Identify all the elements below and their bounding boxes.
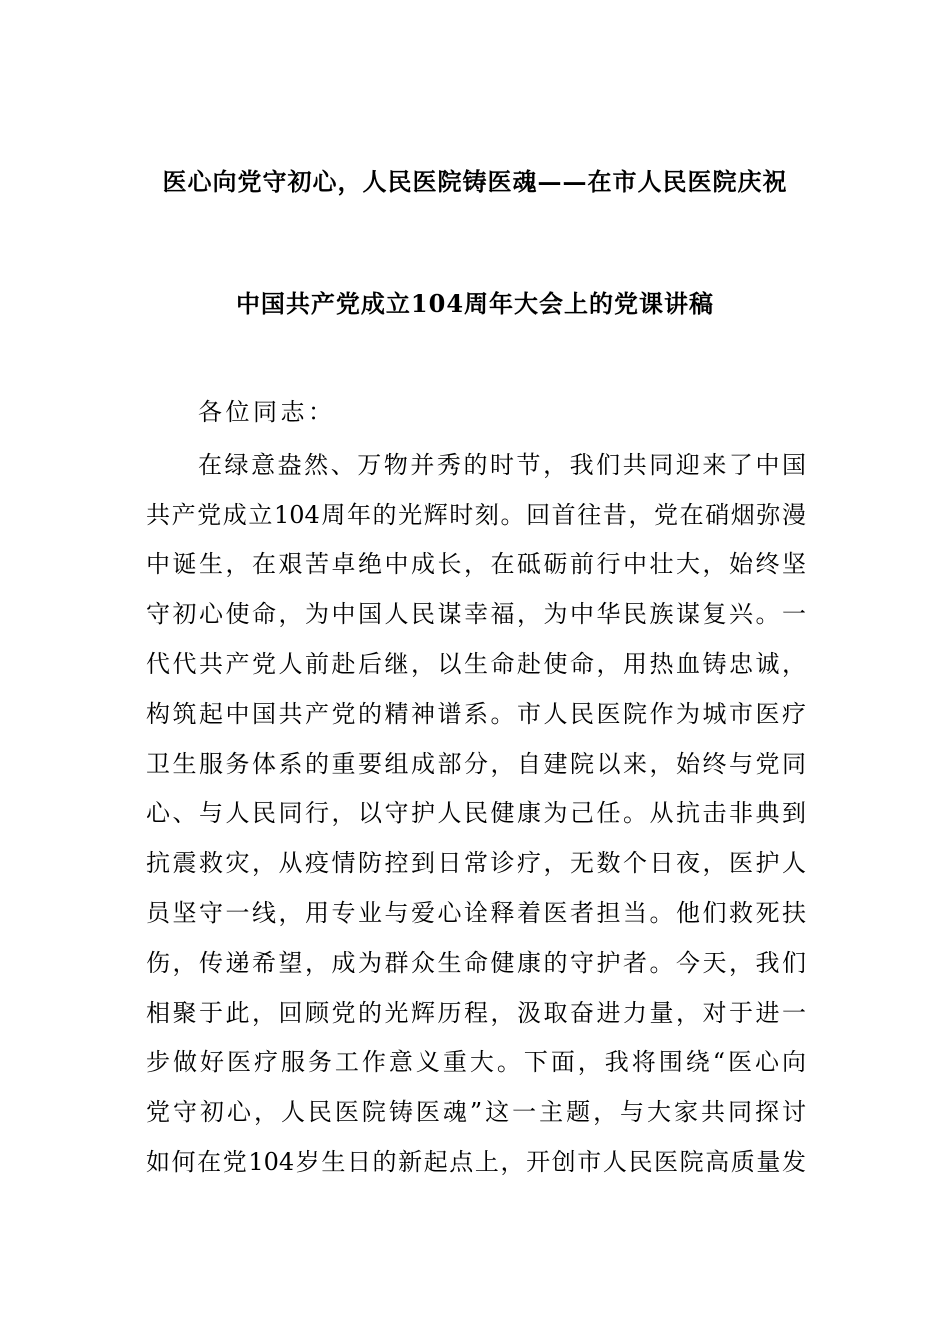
paragraph-line: 伤，传递希望，成为群众生命健康的守护者。今天，我们	[146, 949, 806, 977]
paragraph-line: 共产党成立104周年的光辉时刻。回首往昔，党在硝烟弥漫	[146, 501, 806, 529]
paragraph-line: 构筑起中国共产党的精神谱系。市人民医院作为城市医疗	[146, 700, 806, 728]
paragraph-line: 代代共产党人前赴后继，以生命赴使命，用热血铸忠诚，	[146, 650, 806, 678]
paragraph-line: 步做好医疗服务工作意义重大。下面，我将围绕“医心向	[146, 1048, 806, 1076]
paragraph-line: 抗震救灾，从疫情防控到日常诊疗，无数个日夜，医护人	[146, 849, 806, 877]
title-line-2: 中国共产党成立104周年大会上的党课讲稿	[235, 289, 715, 318]
paragraph-line: 卫生服务体系的重要组成部分，自建院以来，始终与党同	[146, 750, 806, 778]
salutation: 各位同志：	[198, 398, 336, 426]
paragraph-line: 如何在党104岁生日的新起点上，开创市人民医院高质量发	[146, 1148, 806, 1176]
paragraph-line: 相聚于此，回顾党的光辉历程，汲取奋进力量，对于进一	[146, 999, 806, 1027]
paragraph-line: 员坚守一线，用专业与爱心诠释着医者担当。他们救死扶	[146, 899, 806, 927]
paragraph-line: 中诞生，在艰苦卓绝中成长，在砥砺前行中壮大，始终坚	[146, 550, 806, 578]
title-line-1: 医心向党守初心，人民医院铸医魂——在市人民医院庆祝	[162, 167, 788, 196]
paragraph-line: 守初心使命，为中国人民谋幸福，为中华民族谋复兴。一	[146, 600, 806, 628]
paragraph-line: 心、与人民同行，以守护人民健康为己任。从抗击非典到	[146, 799, 806, 827]
paragraph-line: 党守初心，人民医院铸医魂”这一主题，与大家共同探讨	[146, 1098, 806, 1126]
paragraph-line: 在绿意盎然、万物并秀的时节，我们共同迎来了中国	[198, 451, 806, 479]
